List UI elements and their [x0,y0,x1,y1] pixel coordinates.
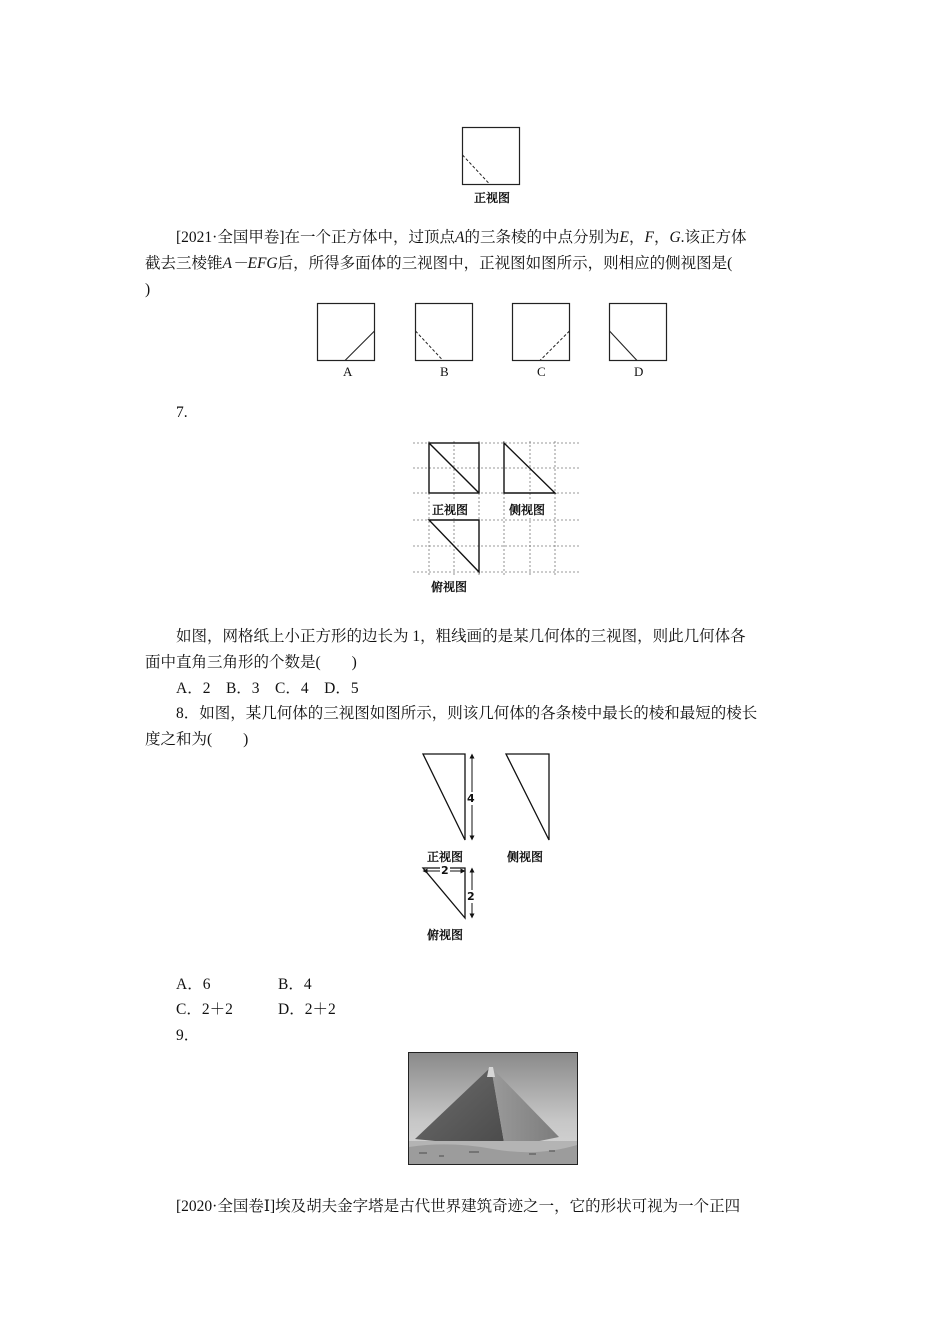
q6-option-c-label: C [537,364,546,379]
q8-depth-label: 2 [467,890,475,903]
pyramid-photo [408,1052,578,1165]
q6-option-b-figure [415,303,473,361]
q6-line-3: ) [145,281,151,298]
q6-text: ， [653,229,670,246]
q6-text: 截去三棱锥 [145,255,223,272]
q7-top-view [429,520,479,572]
pyramid-illustration [409,1053,577,1164]
q6-text: .该正方体 [680,229,747,246]
q7-side-view [504,443,555,493]
q9-number: 9． [176,1027,200,1044]
q8-line-2: 度之和为( ) [145,731,249,748]
q8-side-view-caption: 侧视图 [507,850,544,864]
q6-point-g: G [669,229,681,246]
q7-front-view-caption: 正视图 [432,503,469,517]
q7-options: A．2 B．3 C．4 D．5 [176,680,359,697]
q6-option-d-figure [609,303,667,361]
q9-line-1: [2020·全国卷Ⅰ]埃及胡夫金字塔是古代世界建筑奇迹之一，它的形状可视为一个正四 [176,1198,741,1215]
q6-vertex-a: A [455,229,465,246]
q8-width-label: 2 [441,864,449,877]
top-front-view-figure [462,127,520,185]
q6-option-b-label: B [440,364,449,379]
q7-number: 7. [176,404,188,421]
q6-pyramid-name: A－EFG [222,255,278,272]
q6-line-1 [176,226,747,250]
q8-option-b: B．4 [278,976,312,993]
front-view-square [463,128,520,185]
q6-option-a-label: A [343,364,353,379]
q6-option-d-label: D [634,364,644,379]
q6-line-2 [145,252,732,276]
q8-option-a: A．6 [176,976,211,993]
q7-line-1: 如图，网格纸上小正方形的边长为 1，粗线画的是某几何体的三视图，则此几何体各 [176,628,746,645]
front-view-dashed-edge [463,155,491,185]
q6-text: ， [628,229,645,246]
q8-front-view-caption: 正视图 [427,850,464,864]
q6-point-f: F [644,229,654,246]
q8-three-view-figure [418,750,558,925]
q8-height-label: 4 [467,792,475,805]
q8-front-view [423,754,465,840]
q7-line-2: 面中直角三角形的个数是( ) [145,654,357,671]
q7-top-view-caption: 俯视图 [431,580,468,594]
q8-side-view [506,754,549,840]
q8-option-c: C．2＋2 [176,1001,233,1018]
q6-text: 后，所得多面体的三视图中，正视图如图所示，则相应的侧视图是( [277,255,733,272]
q6-text: [2021·全国甲卷]在一个正方体中，过顶点 [176,229,455,246]
q7-side-view-caption: 侧视图 [509,503,546,517]
q8-top-view-caption: 俯视图 [427,928,464,942]
q6-option-c-figure [512,303,570,361]
q8-line-1: 8．如图，某几何体的三视图如图所示，则该几何体的各条棱中最长的棱和最短的棱长 [176,705,758,722]
q6-text: 的三条棱的中点分别为 [464,229,620,246]
q6-point-e: E [619,229,629,246]
q8-option-d: D．2＋2 [278,1001,336,1018]
q6-option-a-figure [317,303,375,361]
top-front-view-caption: 正视图 [474,191,511,205]
